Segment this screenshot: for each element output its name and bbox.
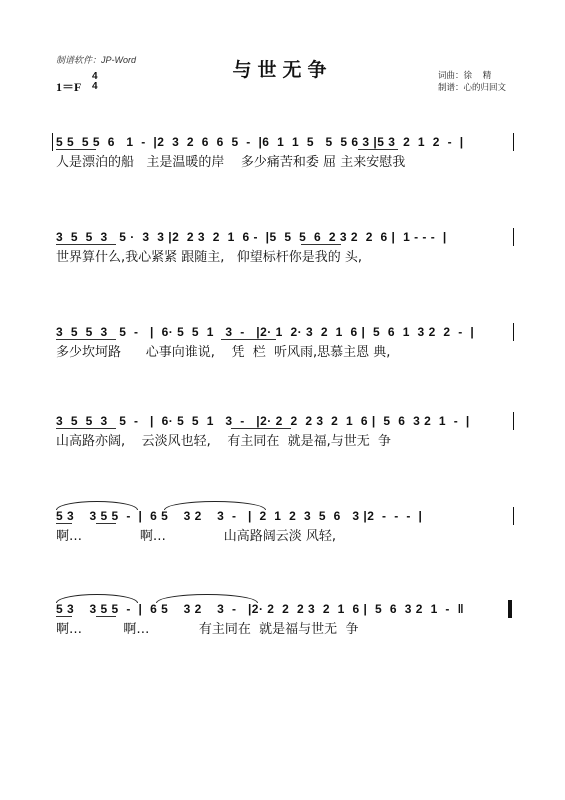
notation-line: 5 5 5 5 6 1 - |2 3 2 6 6 5 - |6 1 1 5 5 5 6 3 |5 3 2 1 2 - | — [56, 135, 464, 149]
beam — [221, 339, 276, 340]
beam — [56, 244, 116, 245]
barline — [513, 133, 514, 151]
notation-line: 3 5 5 3 5 - | 6· 5 5 1 3 - |2· 2 2 2 3 2 1 6 | 5 6 3 2 1 - | — [56, 414, 470, 428]
meter-top: 4 — [92, 71, 98, 82]
beam — [96, 523, 116, 524]
song-title: 与世无争 — [232, 59, 333, 81]
score-system-2 — [56, 228, 516, 268]
final-barline — [508, 600, 512, 618]
barline — [513, 507, 514, 525]
beam — [301, 244, 341, 245]
beam — [231, 428, 291, 429]
barline — [513, 228, 514, 246]
lyrics-line: 世界算什么,我心紧紧 跟随主, 仰望标杆你是我的 头, — [56, 250, 363, 265]
time-signature — [92, 72, 98, 92]
score-system-3 — [56, 323, 516, 363]
lyrics-line: 啊… 啊… 有主同在 就是福与世无 争 — [56, 622, 359, 637]
barline — [513, 412, 514, 430]
notation-line: 3 5 5 3 5 · 3 3 |2 2 3 2 1 6 - |5 5 5 6 2 3 2 2 6 | 1 - - - | — [56, 230, 447, 244]
score-system-5 — [56, 507, 516, 547]
notation-line: 5 3 3 5 5 - | 6 5 3 2 3 - |2· 2 2 2 3 2 1 6 | 5 6 3 2 1 - ‖ — [56, 602, 465, 616]
beam — [56, 428, 116, 429]
beam — [56, 339, 116, 340]
barline — [513, 323, 514, 341]
barline — [52, 133, 53, 151]
beam — [56, 523, 72, 524]
author-credits: 词曲：徐 精 制谱：心的归回文 — [438, 71, 507, 93]
score-system-6 — [56, 600, 516, 640]
software-credit: 制谱软件：JP-Word — [56, 55, 137, 65]
lyrics-line: 多少坎坷路 心事向谁说, 凭 栏 听风雨,思慕主恩 典, — [56, 345, 391, 360]
beam — [56, 149, 96, 150]
notation-line: 3 5 5 3 5 - | 6· 5 5 1 3 - |2· 1 2· 3 2 1 6 | 5 6 1 3 2 2 - | — [56, 325, 475, 339]
beam — [96, 616, 116, 617]
lyrics-line: 山高路亦阔, 云淡风也轻, 有主同在 就是福,与世无 争 — [56, 434, 391, 449]
lyrics-line: 人是漂泊的船 主是温暖的岸 多少痛苦和委 屈 主来安慰我 — [56, 155, 406, 170]
lyrics-line: 啊… 啊… 山高路阔云淡 风轻, — [56, 529, 336, 544]
score-system-4 — [56, 412, 516, 452]
score-system-1 — [56, 133, 516, 173]
key-signature: 1＝F — [56, 80, 82, 94]
notation-line: 5 3 3 5 5 - | 6 5 3 2 3 - | 2 1 2 3 5 6 3 |2 - - - | — [56, 509, 423, 523]
beam — [358, 149, 398, 150]
meter-bottom: 4 — [92, 81, 98, 92]
beam — [56, 616, 72, 617]
